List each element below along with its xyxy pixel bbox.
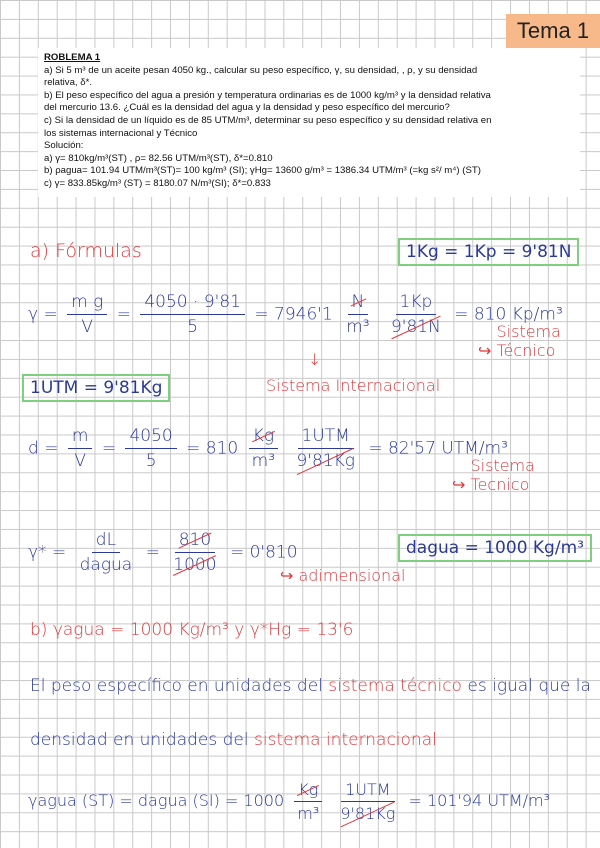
problem-line: los sistemas internacional y Técnico: [44, 127, 198, 139]
annotation-sistema-tecnico-2: ↪ Sistema Tecnico: [452, 456, 547, 494]
denominator: 5: [145, 451, 157, 471]
unit-num: 1Kp: [396, 292, 437, 315]
kg-conversion-box: 1Kg = 1Kp = 9'81N: [398, 238, 579, 266]
relative-density-symbol: γ* =: [28, 542, 67, 563]
unit-den: m³: [346, 317, 370, 337]
problem-title: ROBLEMA 1: [44, 52, 101, 63]
unit-fraction-1: [342, 292, 373, 337]
explanation-line-1: [30, 676, 591, 696]
density-result: = 82'57 UTM/m³: [368, 438, 508, 459]
unit-den: 9'81Kg: [340, 804, 396, 823]
denominator: 5: [187, 317, 199, 337]
unit-fraction-2: [387, 292, 445, 337]
numerator: 810: [178, 530, 212, 550]
fraction-mg-v: [67, 292, 107, 337]
problem-line: b) El peso específico del agua a presión y temperatura ordinarias es de 1000 kg/m³ y la densidad relativa: [44, 89, 491, 101]
annotation-text: Sistema Técnico: [496, 322, 561, 360]
numerator: 4050: [125, 426, 176, 449]
fraction-dl-dagua: [76, 530, 137, 575]
water-conversion-equation: [28, 780, 550, 823]
density-symbol: d =: [28, 438, 59, 459]
problem-line: relativa, δ*.: [44, 77, 92, 89]
annotation-sistema-internacional: Sistema Internacional: [266, 376, 441, 395]
numerator: m: [68, 426, 93, 449]
denominator: V: [74, 451, 86, 471]
unit-num: 1UTM: [341, 780, 394, 802]
unit-fraction-1: [293, 780, 323, 823]
arrow-down-icon: ↓: [308, 350, 322, 369]
text-span: densidad en unidades del: [30, 730, 249, 750]
unit-num: Kg: [298, 780, 319, 799]
annotation-text: Sistema Tecnico: [470, 456, 535, 494]
unit-fraction-1: [248, 426, 279, 471]
problem-statement: [38, 48, 580, 197]
section-a-heading: a) Fórmulas: [30, 240, 142, 262]
problem-line: a) Si 5 m³ de un aceite pesan 4050 kg., calcular su peso específico, γ, su densidad, , ρ, y su densidad: [44, 64, 478, 76]
topic-label: Tema 1: [506, 14, 600, 48]
highlight-span: sistema internacional: [254, 730, 437, 750]
unit-num: 1UTM: [298, 426, 354, 449]
numerator: m g: [67, 292, 107, 315]
problem-line: c) γ= 833.85kg/m³ (ST) = 8180.07 N/m³(SI); δ*=0.833: [44, 177, 271, 189]
unit-fraction-2: [292, 426, 358, 471]
water-density-box: dagua = 1000 Kg/m³: [398, 534, 592, 562]
problem-line: b) ρagua= 101.94 UTM/m³(ST)= 100 kg/m³ (SI); γHg= 13600 g/m³ = 1386.34 UTM/m³ (=kg s²/ m⁴) (ST): [44, 165, 481, 177]
intermediate-result: = 810: [186, 438, 239, 459]
numerator: 4050 · 9'81: [140, 292, 245, 315]
relative-density-equation: γ* = $\frac{dL}{\text{dagua}}$ = $\frac{810}{1000}$ = 0'810: [28, 530, 298, 575]
highlight-span: sistema técnico: [328, 676, 462, 696]
annotation-text: adimensional: [298, 566, 406, 585]
denominator: V: [81, 317, 94, 337]
gamma-symbol: γ =: [28, 304, 58, 325]
text-span: El peso específico en unidades del: [30, 676, 323, 696]
numerator: dL: [92, 530, 120, 553]
gamma-result: = 810 Kp/m³: [454, 304, 563, 325]
fraction-values: [169, 530, 220, 575]
problem-line: c) Si la densidad de un líquido es de 85 UTM/m³, determinar su peso específico y su densidad relativa en: [44, 114, 492, 126]
unit-den: 9'81Kg: [296, 451, 355, 471]
annotation-adimensional: ↪ adimensional: [280, 566, 406, 585]
fraction-values: [140, 292, 245, 337]
density-equation: d = $\frac{m}{V}$ = $\frac{4050}{5}$ = 810 $\frac{Kg}{\text{m³}}$ $\frac{\text{1UTM}}{9'81Kg}$ = 82'57 UTM/m³: [28, 426, 508, 471]
explanation-line-2: [30, 730, 437, 750]
fraction-values: [125, 426, 176, 471]
water-conversion-result: = 101'94 UTM/m³: [408, 791, 551, 810]
section-b-line: [30, 620, 353, 640]
denominator: dagua: [79, 555, 133, 575]
specific-weight-equation: γ = $\frac{\text{m g}}{V}$ = $\frac{4050 \cdot 9'81}{5}$ = 7946'1 $\frac{N}{\text{m³}}$ $\frac{1Kp}{9'81N}$ = 810 Kp/m³: [28, 292, 563, 337]
problem-line: a) γ= 810kg/m³(ST) , ρ= 82.56 UTM/m³(ST), δ*=0.810: [44, 152, 273, 164]
unit-fraction-2: [336, 780, 399, 823]
text-span: es igual que la: [467, 676, 591, 696]
unit-den: 9'81N: [390, 317, 441, 337]
problem-line: del mercurio 13.6. ¿Cuál es la densidad del agua y la densidad y peso específico del mercurio?: [44, 102, 450, 114]
annotation-sistema-tecnico: ↪ Sistema Técnico: [478, 322, 577, 360]
problem-line: Solución:: [44, 140, 84, 152]
relative-density-result: = 0'810: [229, 542, 298, 563]
equation-lhs: γagua (ST) = dagua (SI) = 1000: [28, 791, 285, 810]
unit-den: m³: [297, 804, 320, 823]
section-b-text: b) γagua = 1000 Kg/m³ y γ*Hg = 13'6: [30, 620, 354, 640]
denominator: 1000: [173, 555, 217, 575]
intermediate-result: = 7946'1: [254, 304, 333, 325]
fraction-m-v: [68, 426, 93, 471]
utm-conversion-box: 1UTM = 9'81Kg: [22, 374, 170, 402]
unit-den: m³: [251, 451, 276, 471]
unit-num: N: [351, 292, 365, 312]
unit-num: Kg: [252, 426, 275, 446]
